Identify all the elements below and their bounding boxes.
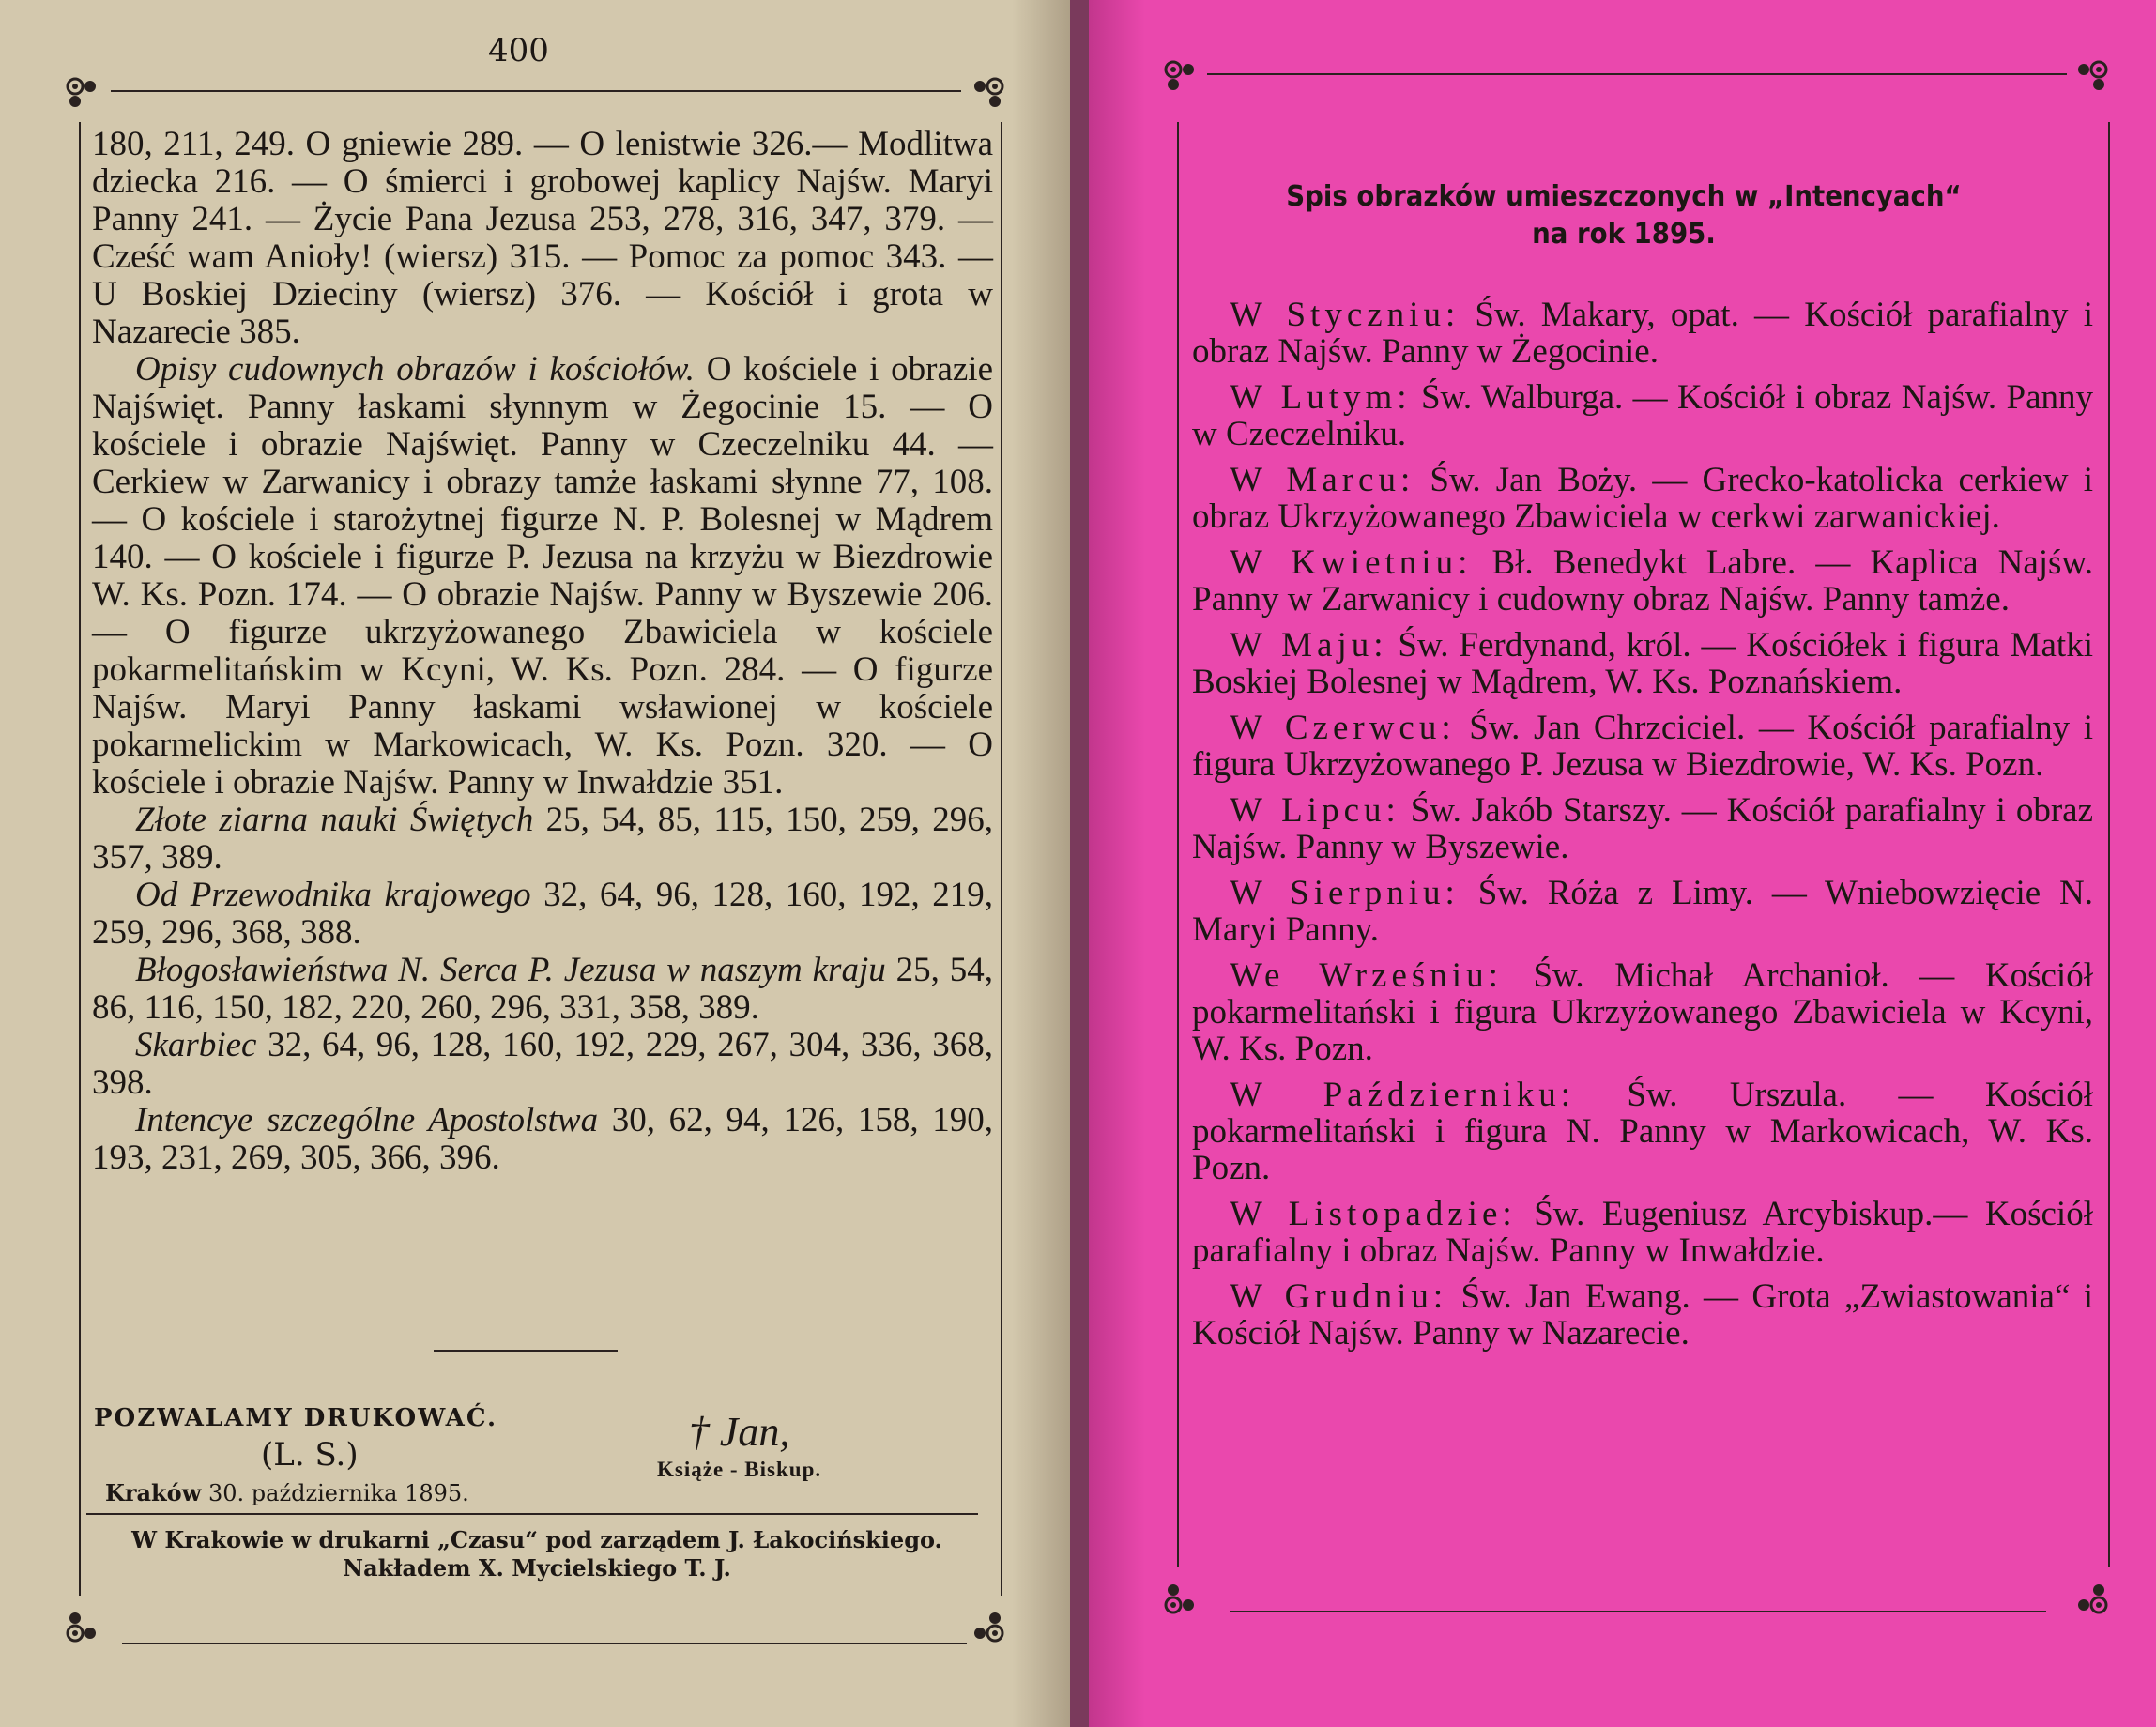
section-title: Skarbiec (135, 1026, 257, 1064)
section-text: 32, 64, 96, 128, 160, 192, 219, 259, 296, 368, 388. (92, 876, 994, 952)
list-item (1192, 1077, 2093, 1186)
section-intencye (92, 1102, 993, 1177)
section-zlote-ziarna (92, 802, 993, 877)
entry-text: Św. Makary, opat. — Kościół parafialny i obraz Najśw. Panny w Żegocinie. (1192, 296, 2093, 371)
frame-left-rule (1177, 122, 1179, 1567)
corner-ornament-icon (1160, 1577, 1203, 1620)
frame-bottom-rule (122, 1643, 967, 1644)
city: Kraków (105, 1479, 202, 1506)
frame-top-rule (111, 90, 961, 92)
printer-rule (86, 1513, 978, 1515)
section-text: 25, 54, 86, 116, 150, 182, 220, 260, 296, 331, 358, 389. (92, 951, 994, 1027)
month-label: W Październiku: (1230, 1076, 1576, 1114)
list-item (1192, 710, 2093, 783)
bishop-title: Książe - Biskup. (657, 1458, 822, 1481)
corner-ornament-icon (62, 73, 105, 116)
entry-text: Św. Róża z Limy. — Wniebowzięcie N. Maryi Panny. (1192, 874, 2093, 949)
corner-ornament-icon (2071, 56, 2114, 99)
section-opisy (92, 351, 993, 802)
section-text: 32, 64, 96, 128, 160, 192, 229, 267, 304, 336, 368, 398. (92, 1026, 993, 1102)
list-item (1192, 875, 2093, 948)
month-label: W Sierpniu: (1230, 874, 1460, 912)
bishop-signature (657, 1408, 821, 1482)
corner-ornament-icon (967, 73, 1010, 116)
section-text: 25, 54, 85, 115, 150, 259, 296, 357, 389. (92, 801, 993, 877)
bishop-name: † Jan, (688, 1409, 790, 1455)
section-title: Od Przewodnika krajowego (135, 876, 531, 914)
section-skarbiec (92, 1027, 993, 1102)
entry-text: Bł. Benedykt Labre. — Kaplica Najśw. Panny w Zarwanicy i cudowny obraz Najśw. Panny tamże. (1192, 543, 2093, 619)
month-label: W Lutym: (1230, 378, 1412, 417)
title-line-2: na rok 1895. (1532, 218, 1716, 251)
entry-text: Św. Ferdynand, król. — Kościółek i figura Matki Boskiej Bolesnej w Mądrem, W. Ks. Poznańskiem. (1192, 626, 2093, 701)
frame-right-rule (2108, 122, 2110, 1567)
imprimatur (94, 1404, 497, 1506)
imprimatur-heading: POZWALAMY DRUKOWAĆ. (94, 1404, 498, 1432)
section-title: Intencye szczególne Apostolstwa (135, 1101, 599, 1139)
list-item (1192, 1278, 2093, 1352)
separator-rule (434, 1350, 618, 1352)
month-label: W Kwietniu: (1230, 543, 1473, 582)
section-blogoslawienstwa (92, 952, 993, 1027)
frame-left-rule (79, 122, 81, 1596)
month-label: W Styczniu: (1230, 296, 1460, 334)
corner-ornament-icon (1160, 56, 1203, 99)
entry-text: Św. Michał Archanioł. — Kościół pokarmelitański i figura Ukrzyżowanego Zbawiciela w Kcyni, W. Ks. Pozn. (1192, 956, 2093, 1068)
corner-ornament-icon (62, 1605, 105, 1648)
picture-list (1192, 297, 2093, 1361)
list-item (1192, 1196, 2093, 1269)
list-item (1192, 792, 2093, 865)
page-number: 400 (488, 32, 549, 69)
left-body-text (92, 126, 993, 1177)
section-title: Złote ziarna nauki Świętych (135, 801, 534, 839)
month-label: W Marcu: (1230, 461, 1415, 499)
frame-top-rule (1207, 73, 2067, 75)
month-label: We Wrześniu: (1230, 956, 1503, 995)
section-title: Błogosławieństwa N. Serca P. Jezusa w naszym kraju (135, 951, 886, 989)
section-text: O kościele i obrazie Najświęt. Panny łaskami słynnym w Żegocinie 15. — O kościele i obrazie Najświęt. Panny w Czeczelniku 44. — Cerkiew w Zarwanicy i obrazy tamże łaskami słynne 77, 108. — O kościele i starożytnej figurze N. P. Bolesnej w Mądrem 140. — O kościele i figurze P. Jezusa na krzyżu w Biezdrowie W. Ks. Pozn. 174. — O obrazie Najśw. Panny w Byszewie 206. — O figurze ukrzyżowanego Zbawiciela w kościele pokarmelitańskim w Kcyni, W. Ks. Pozn. 284. — O figurze Najśw. Maryi Panny łaskami wsławionej w kościele pokarmelickim w Markowicach, W. Ks. Pozn. 320. — O kościele i obrazie Najśw. Panny w Inwałdzie 351. (92, 350, 994, 802)
printer-info (86, 1526, 987, 1582)
month-label: W Listopadzie: (1230, 1195, 1517, 1233)
entry-text: Św. Jakób Starszy. — Kościół parafialny i obraz Najśw. Panny w Byszewie. (1192, 791, 2093, 866)
date: 30. października 1895. (201, 1480, 469, 1506)
entry-text: Św. Jan Chrzciciel. — Kościół parafialny i figura Ukrzyżowanego P. Jezusa w Biezdrowie, W. Ks. Pozn. (1192, 709, 2093, 784)
title-line-1: Spis obrazków umieszczonych w „Intencyach“ (1286, 180, 1962, 213)
month-label: W Maju: (1230, 626, 1388, 665)
month-label: W Grudniu: (1230, 1277, 1448, 1316)
list-item (1192, 627, 2093, 700)
list-item (1192, 957, 2093, 1067)
entry-text: Św. Eugeniusz Arcybiskup.— Kościół parafialny i obraz Najśw. Panny w Inwałdzie. (1192, 1195, 2093, 1270)
corner-ornament-icon (967, 1605, 1010, 1648)
section-title: Opisy cudownych obrazów i kościołów. (135, 350, 695, 389)
list-item (1192, 544, 2093, 618)
month-label: W Czerwcu: (1230, 709, 1456, 747)
printer-line-2: Nakładem X. Mycielskiego T. J. (343, 1554, 731, 1582)
entry-text: Św. Walburga. — Kościół i obraz Najśw. Panny w Czeczelniku. (1192, 378, 2093, 453)
paragraph: 180, 211, 249. O gniewie 289. — O lenistwie 326.— Modlitwa dziecka 216. — O śmierci i grobowej kaplicy Najśw. Maryi Panny 241. — Życie Pana Jezusa 253, 278, 316, 347, 379. — Cześć wam Anioły! (wiersz) 315. — Pomoc za pomoc 343. — U Boskiej Dzieciny (wiersz) 376. — Kościół i grota w Nazarecie 385. (92, 125, 993, 351)
section-text: 30, 62, 94, 126, 158, 190, 193, 231, 269, 305, 366, 396. (92, 1101, 993, 1177)
seal-mark: (L. S.) (261, 1436, 359, 1474)
page-title (1209, 178, 2038, 253)
printer-line-1: W Krakowie w drukarni „Czasu“ pod zarządem J. Łakocińskiego. (131, 1526, 942, 1553)
entry-text: Św. Jan Boży. — Grecko-katolicka cerkiew i obraz Ukrzyżowanego Zbawiciela w cerkwi zarwanickiej. (1192, 461, 2093, 536)
list-item (1192, 297, 2093, 370)
imprimatur-date (105, 1479, 497, 1506)
frame-bottom-rule (1230, 1611, 2046, 1612)
frame-right-rule (1001, 122, 1002, 1596)
list-item (1192, 379, 2093, 452)
list-item (1192, 462, 2093, 535)
section-przewodnik (92, 877, 993, 952)
entry-text: Św. Urszula. — Kościół pokarmelitański i figura N. Panny w Markowicach, W. Ks. Pozn. (1192, 1076, 2094, 1187)
entry-text: Św. Jan Ewang. — Grota „Zwiastowania“ i Kościół Najśw. Panny w Nazarecie. (1192, 1277, 2093, 1353)
corner-ornament-icon (2071, 1577, 2114, 1620)
month-label: W Lipcu: (1230, 791, 1400, 830)
